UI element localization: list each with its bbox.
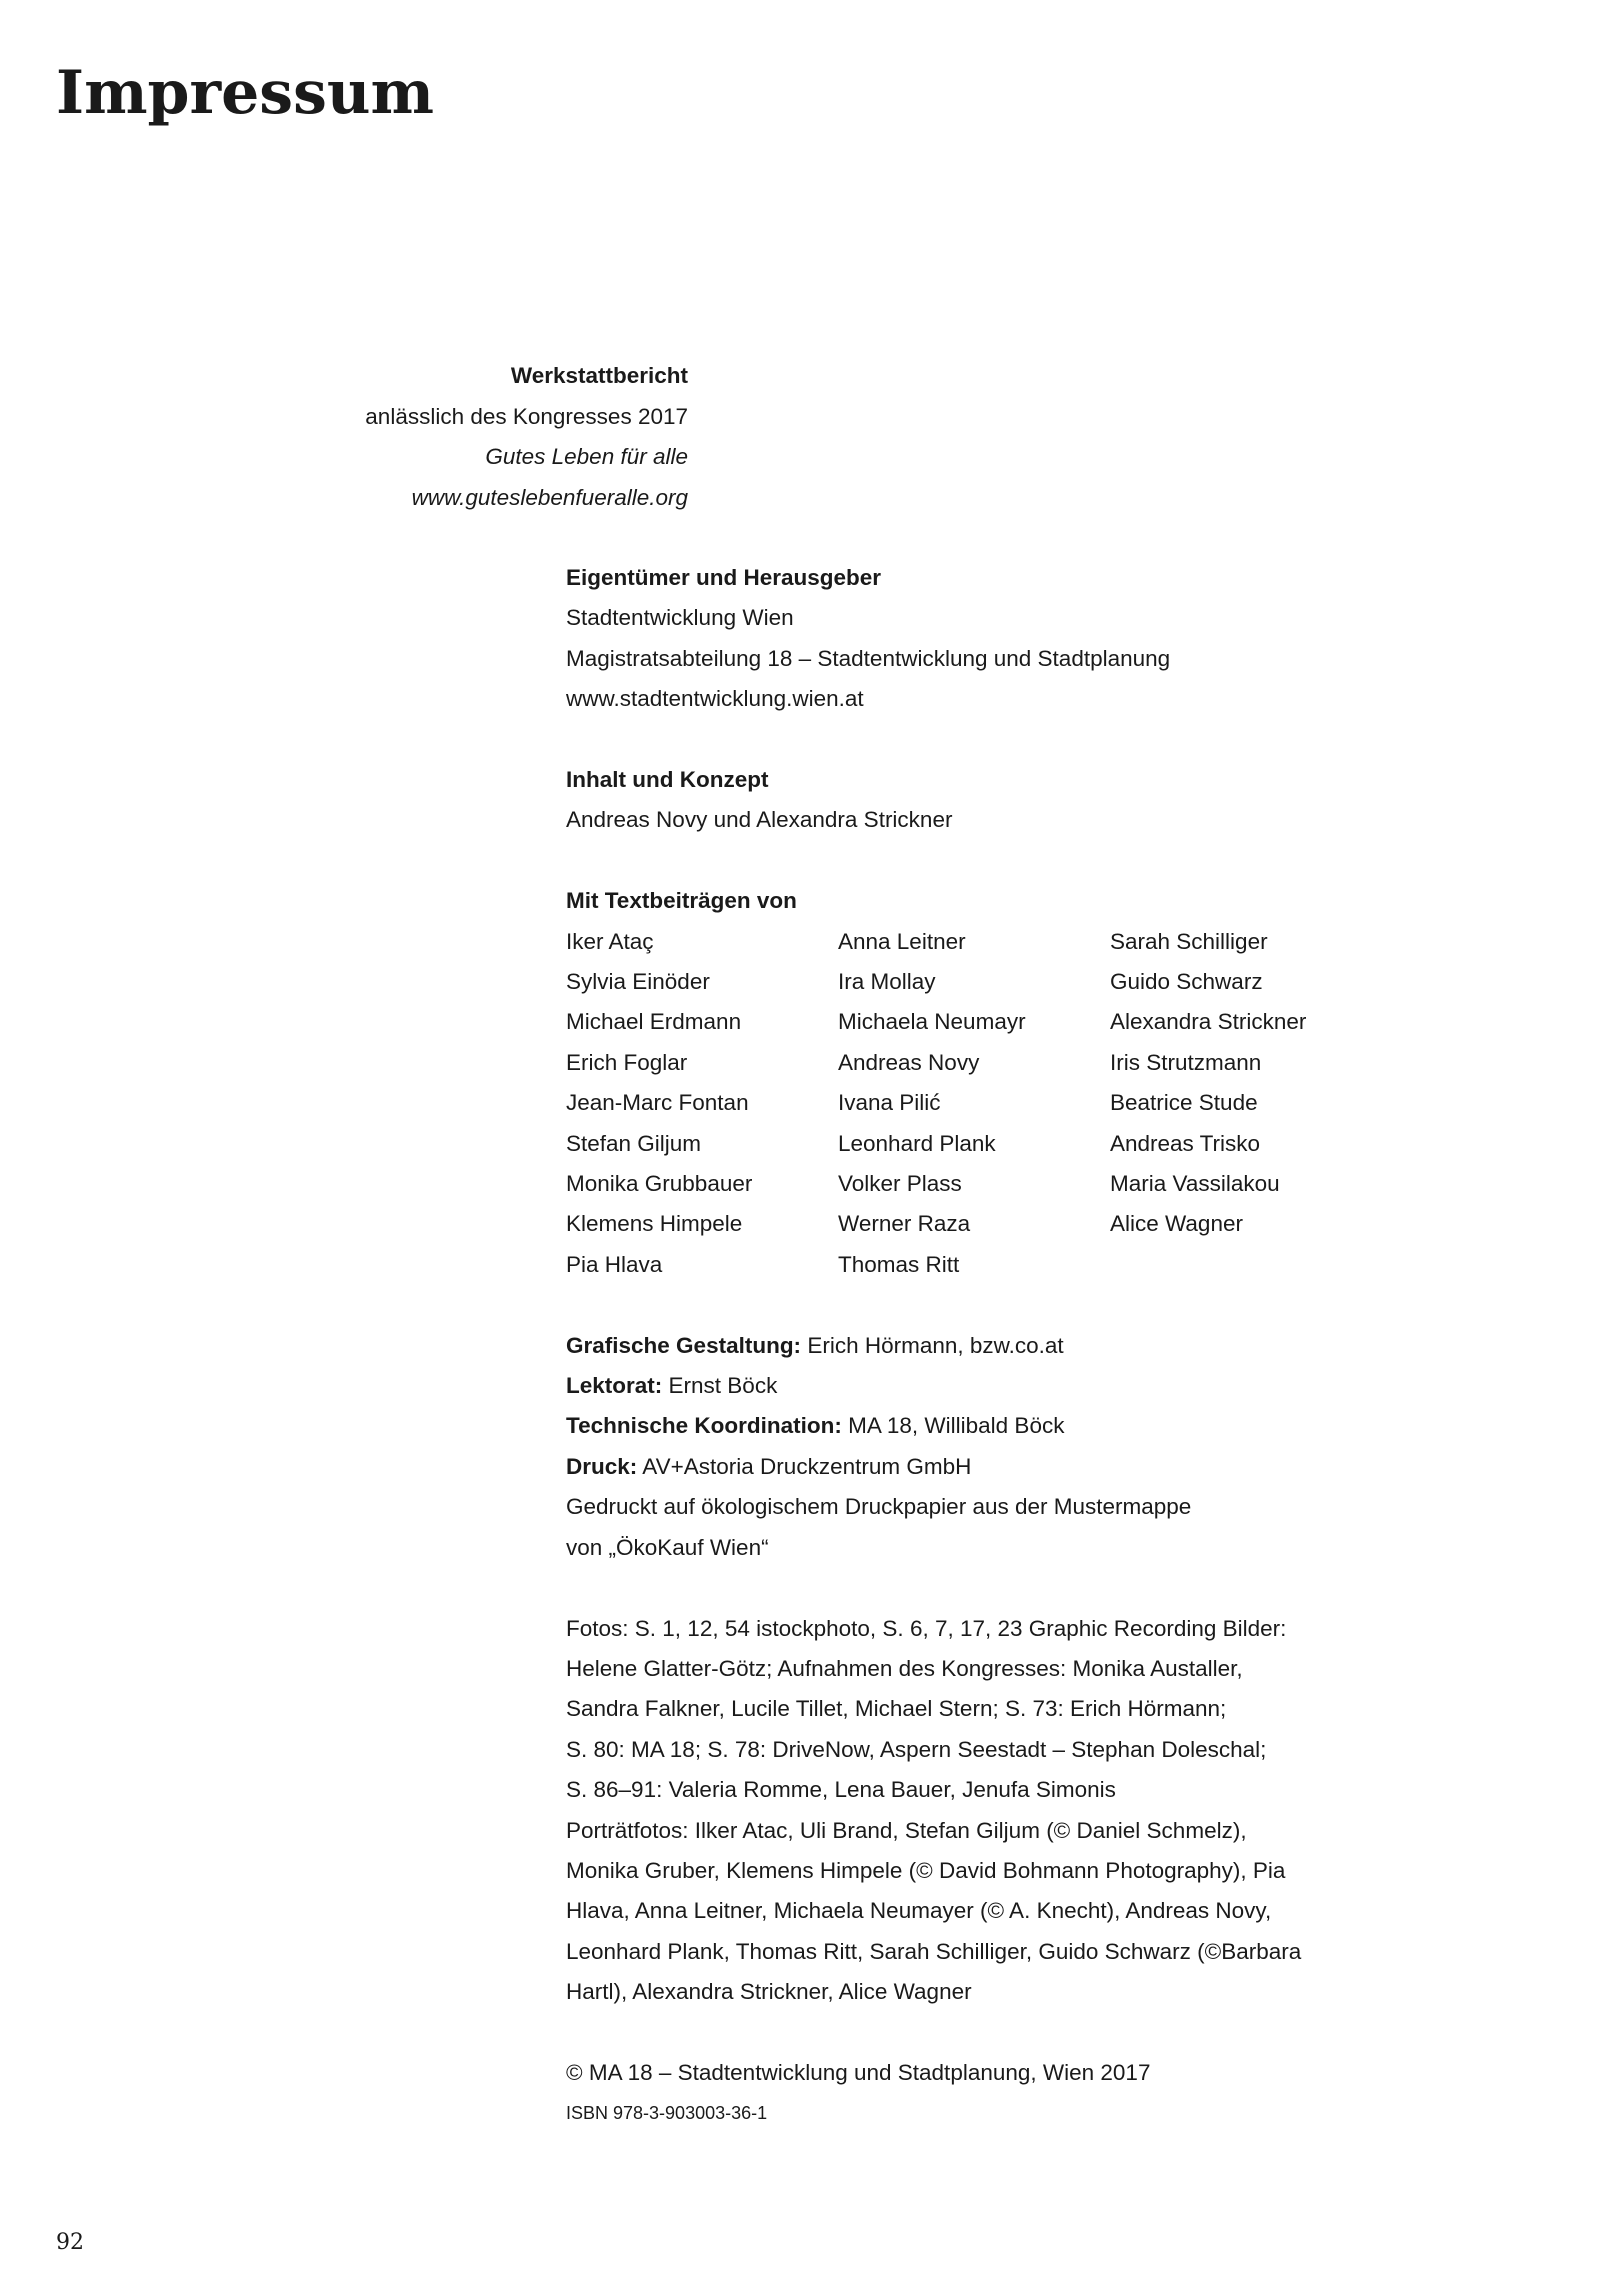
contributor-name: Monika Grubbauer <box>566 1171 753 1197</box>
contributor-name: Guido Schwarz <box>1110 969 1263 995</box>
page-title: Impressum <box>56 58 434 128</box>
editing-value: Ernst Böck <box>668 1373 778 1399</box>
contributor-name: Sarah Schilliger <box>1110 928 1268 954</box>
editing-label: Lektorat: <box>566 1373 663 1399</box>
contributor-name: Alice Wagner <box>1110 1211 1243 1237</box>
report-occasion: anlässlich des Kongresses 2017 <box>365 403 688 429</box>
contributor-name: Michael Erdmann <box>566 1009 742 1035</box>
copyright-notice: © MA 18 – Stadtentwicklung und Stadtplanung, Wien 2017 <box>566 2059 1151 2085</box>
editing-credit <box>566 1366 1566 1406</box>
paper-note: Gedruckt auf ökologischem Druckpapier aus der Mustermappe <box>566 1494 1192 1520</box>
photo-credit-line: Leonhard Plank, Thomas Ritt, Sarah Schilliger, Guido Schwarz (©Barbara <box>566 1938 1302 1964</box>
photo-credit-line: Porträtfotos: Ilker Atac, Uli Brand, Stefan Giljum (© Daniel Schmelz), <box>566 1817 1247 1843</box>
contributor-name: Ira Mollay <box>838 969 936 995</box>
imprint-details <box>566 558 1566 2134</box>
print-credit <box>566 1447 1566 1487</box>
photo-credit-line: Hlava, Anna Leitner, Michaela Neumayer (© A. Knecht), Andreas Novy, <box>566 1898 1272 1924</box>
coordination-value: MA 18, Willibald Böck <box>848 1413 1065 1439</box>
content-heading: Inhalt und Konzept <box>566 767 769 793</box>
coordination-label: Technische Koordination: <box>566 1413 842 1439</box>
contributor-name: Beatrice Stude <box>1110 1090 1258 1116</box>
contributor-name: Michaela Neumayr <box>838 1009 1026 1035</box>
coordination-credit <box>566 1406 1566 1446</box>
contributors-column <box>838 922 1110 1286</box>
contributor-name: Pia Hlava <box>566 1251 663 1277</box>
contributor-name: Klemens Himpele <box>566 1211 743 1237</box>
contributors-column <box>566 922 838 1286</box>
contributor-name: Andreas Novy <box>838 1049 980 1075</box>
contributor-name: Iris Strutzmann <box>1110 1049 1262 1075</box>
photo-credit-line: Helene Glatter-Götz; Aufnahmen des Kongresses: Monika Austaller, <box>566 1655 1243 1681</box>
contributor-name: Stefan Giljum <box>566 1130 702 1156</box>
contributor-name: Leonhard Plank <box>838 1130 996 1156</box>
intro-block <box>200 356 688 518</box>
contributor-name: Thomas Ritt <box>838 1251 960 1277</box>
page-number: 92 <box>56 2230 84 2255</box>
contributor-name: Iker Ataç <box>566 928 654 954</box>
content-authors: Andreas Novy und Alexandra Strickner <box>566 807 953 833</box>
owner-line: Magistratsabteilung 18 – Stadtentwicklung und Stadtplanung <box>566 645 1171 671</box>
paper-note: von „ÖkoKauf Wien“ <box>566 1534 769 1560</box>
photo-credit-line: S. 80: MA 18; S. 78: DriveNow, Aspern Seestadt – Stephan Doleschal; <box>566 1736 1267 1762</box>
event-name: Gutes Leben für alle <box>485 444 688 469</box>
isbn: ISBN 978-3-903003-36-1 <box>566 2103 768 2124</box>
contributors-list <box>566 922 1566 1286</box>
design-credit <box>566 1326 1566 1366</box>
contributor-name: Werner Raza <box>838 1211 971 1237</box>
design-label: Grafische Gestaltung: <box>566 1332 802 1358</box>
contributor-name: Sylvia Einöder <box>566 969 710 995</box>
owner-website: www.stadtentwicklung.wien.at <box>566 686 864 712</box>
print-label: Druck: <box>566 1453 638 1479</box>
owner-heading: Eigentümer und Herausgeber <box>566 565 882 590</box>
contributors-heading: Mit Textbeiträgen von <box>566 888 797 914</box>
print-value: AV+Astoria Druckzentrum GmbH <box>642 1453 972 1479</box>
photo-credit-line: Monika Gruber, Klemens Himpele (© David Bohmann Photography), Pia <box>566 1857 1286 1883</box>
report-type: Werkstattbericht <box>510 363 688 388</box>
contributor-name: Volker Plass <box>838 1171 962 1197</box>
contributor-name: Anna Leitner <box>838 928 966 954</box>
photo-credit-line: S. 86–91: Valeria Romme, Lena Bauer, Jenufa Simonis <box>566 1777 1116 1803</box>
contributor-name: Ivana Pilić <box>838 1090 941 1116</box>
contributors-column <box>1110 922 1382 1286</box>
event-website: www.guteslebenfueralle.org <box>411 484 688 510</box>
owner-line: Stadtentwicklung Wien <box>566 605 794 631</box>
contributor-name: Alexandra Strickner <box>1110 1009 1307 1035</box>
photo-credit-line: Hartl), Alexandra Strickner, Alice Wagner <box>566 1979 972 2005</box>
photo-credit-line: Sandra Falkner, Lucile Tillet, Michael Stern; S. 73: Erich Hörmann; <box>566 1696 1227 1722</box>
contributor-name: Jean-Marc Fontan <box>566 1090 749 1116</box>
contributor-name: Andreas Trisko <box>1110 1130 1261 1156</box>
photo-credit-line: Fotos: S. 1, 12, 54 istockphoto, S. 6, 7, 17, 23 Graphic Recording Bilder: <box>566 1615 1287 1641</box>
contributor-name: Erich Foglar <box>566 1049 688 1075</box>
contributor-name: Maria Vassilakou <box>1110 1171 1280 1197</box>
design-value: Erich Hörmann, bzw.co.at <box>807 1332 1064 1358</box>
